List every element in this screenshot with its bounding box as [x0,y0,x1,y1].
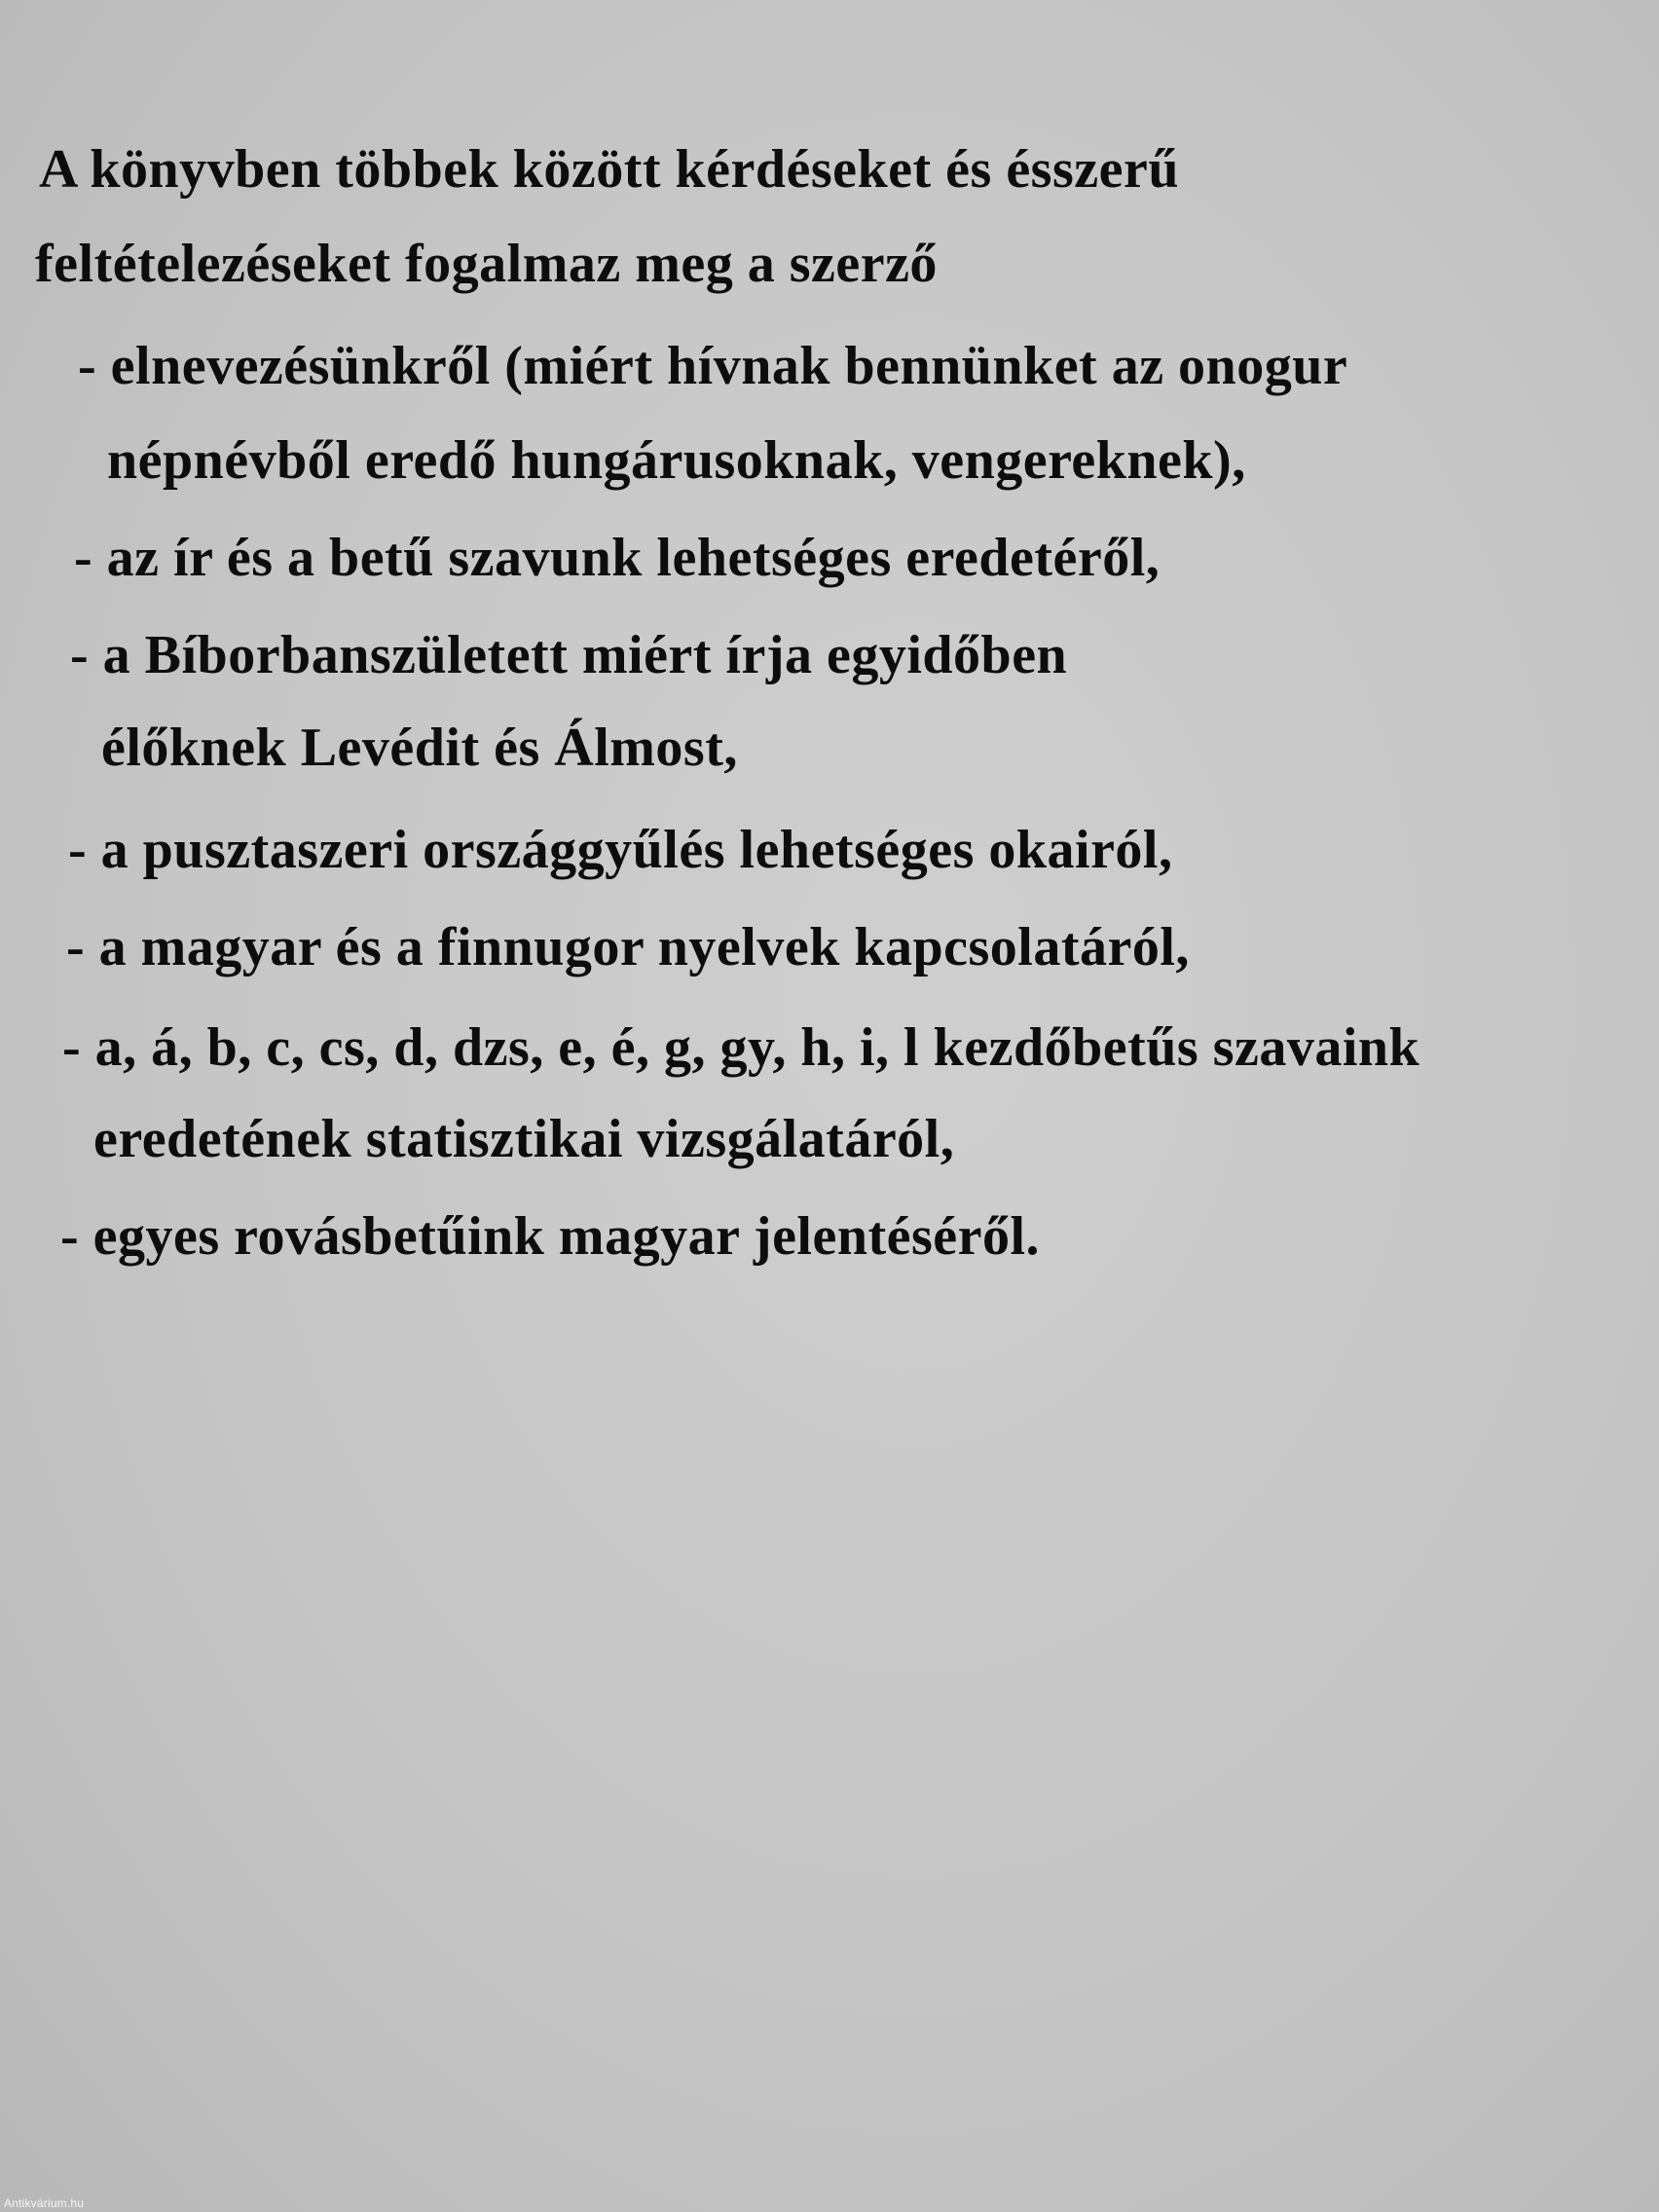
list-item-6-line-2: eredetének statisztikai vizsgálatáról, [93,1109,955,1169]
list-item-1-line-1: - elnevezésünkről (miért hívnak bennünket az onogur [78,336,1348,396]
list-item-1-line-2: népnévből eredő hungárusoknak, vengereknek), [107,430,1246,491]
list-item-3-line-1: - a Bíborbanszületett miért írja egyidőben [70,625,1068,685]
list-item-3-line-2: élőknek Levédit és Álmost, [101,718,738,778]
list-item-4: - a pusztaszeri országgyűlés lehetséges okairól, [68,820,1173,880]
intro-line-1: A könyvben többek között kérdéseket és ésszerű [39,139,1179,200]
intro-line-2: feltételezéseket fogalmaz meg a szerző [35,234,938,294]
list-item-6-line-1: - a, á, b, c, cs, d, dzs, e, é, g, gy, h, i, l kezdőbetűs szavaink [62,1017,1420,1078]
list-item-2: - az ír és a betű szavunk lehetséges eredetéről, [74,528,1161,588]
list-item-7: - egyes rovásbetűink magyar jelentéséről. [60,1206,1041,1267]
watermark: Antikvárium.hu [4,2196,85,2210]
list-item-5: - a magyar és a finnugor nyelvek kapcsolatáról, [66,917,1190,977]
